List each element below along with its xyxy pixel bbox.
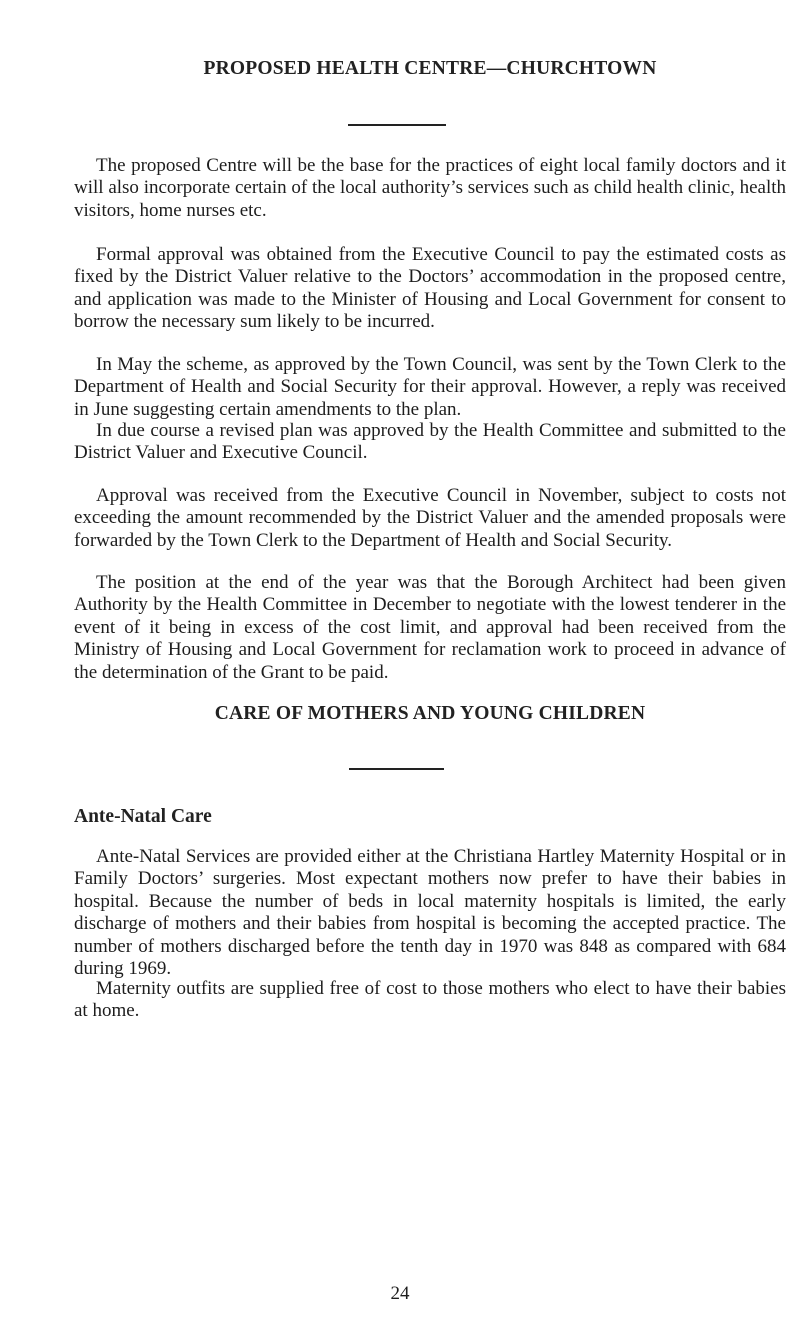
paragraph: In May the scheme, as approved by the Town Council, was sent by the Town Clerk to the Department of Health and Social Security for their approval. However, a reply was received in June suggesting certain amendments to the plan. — [74, 354, 786, 420]
paragraph: Maternity outfits are supplied free of cost to those mothers who elect to have their babies at home. — [74, 978, 786, 1022]
section-title-health-centre: PROPOSED HEALTH CENTRE—CHURCHTOWN — [203, 58, 657, 79]
paragraph: In due course a revised plan was approved by the Health Committee and submitted to the District Valuer and Executive Council. — [74, 420, 786, 464]
title-underline-rule — [349, 768, 444, 770]
paragraph: Ante-Natal Services are provided either at the Christiana Hartley Maternity Hospital or in Family Doctors’ surgeries. Most expectant mothers now prefer to have their babies in hospital. Because the number of beds in local maternity hospitals is limited, the early discharge of mothers and their babies from hospital is becoming the accepted practice. The number of mothers discharged before the tenth day in 1970 was 848 as compared with 684 during 1969. — [74, 846, 786, 980]
page-number: 24 — [390, 1283, 410, 1304]
section-title-mothers-children: CARE OF MOTHERS AND YOUNG CHILDREN — [214, 703, 646, 724]
paragraph: The position at the end of the year was that the Borough Architect had been given Authority by the Health Committee in December to negotiate with the lowest tenderer in the event of it being in excess of the cost limit, and approval had been received from the Ministry of Housing and Local Government for reclamation work to proceed in advance of the determination of the Grant to be paid. — [74, 572, 786, 683]
subheading-ante-natal-care: Ante-Natal Care — [74, 806, 212, 827]
paragraph: Approval was received from the Executive Council in November, subject to costs not exceeding the amount recommended by the District Valuer and the amended proposals were forwarded by the Town Clerk to the Department of Health and Social Security. — [74, 485, 786, 551]
paragraph: The proposed Centre will be the base for the practices of eight local family doctors and it will also incorporate certain of the local authority’s services such as child health clinic, health visitors, home nurses etc. — [74, 155, 786, 221]
paragraph: Formal approval was obtained from the Executive Council to pay the estimated costs as fixed by the District Valuer relative to the Doctors’ accommodation in the proposed centre, and application was made to the Minister of Housing and Local Government for consent to borrow the necessary sum likely to be incurred. — [74, 244, 786, 333]
title-underline-rule — [348, 124, 446, 126]
